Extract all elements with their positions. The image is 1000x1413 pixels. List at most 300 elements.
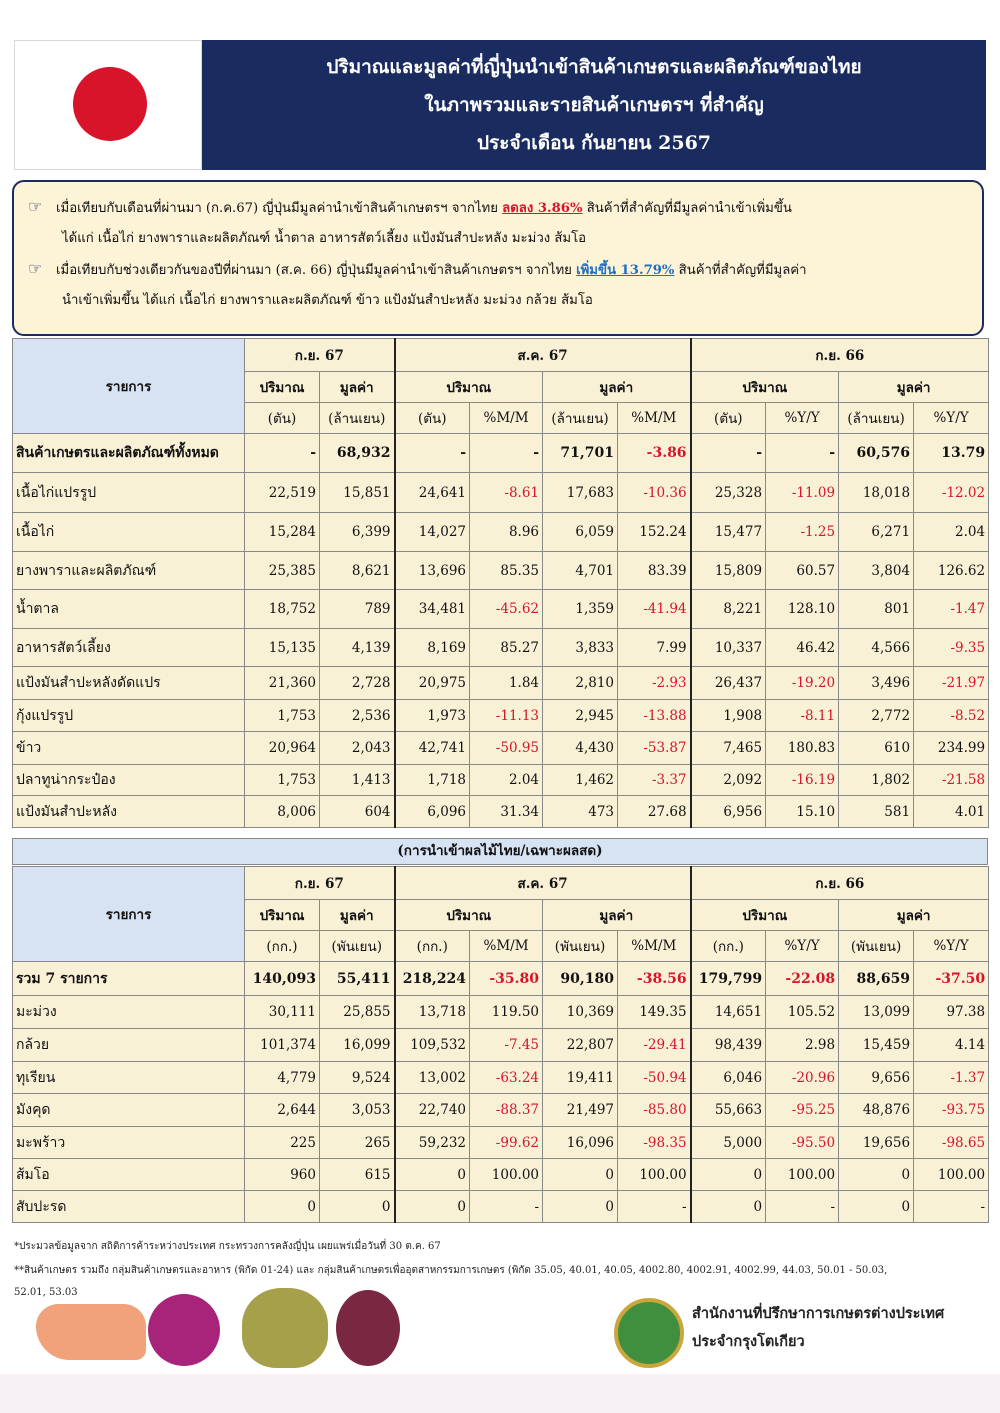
period-header: ส.ค. 67 [395, 339, 691, 372]
table-cell: 0 [691, 1159, 766, 1191]
table-cell: 97.38 [914, 996, 989, 1029]
table-cell: 8,621 [320, 552, 395, 590]
table-cell: -85.80 [618, 1094, 691, 1127]
table-cell: -2.93 [618, 667, 691, 700]
table-cell: 90,180 [543, 962, 618, 996]
unit-header: (กก.) [245, 931, 320, 962]
fruit-table [12, 866, 989, 1223]
table-cell: -45.62 [470, 590, 543, 629]
table-cell: - [618, 1191, 691, 1223]
unit-header: %Y/Y [914, 931, 989, 962]
table-cell: 2,644 [245, 1094, 320, 1127]
qty-header: ปริมาณ [245, 900, 320, 931]
pointing-hand-icon: ☞ [28, 197, 43, 216]
table-row [13, 1127, 989, 1159]
table-cell: 15,135 [245, 629, 320, 667]
unit-header: %Y/Y [914, 403, 989, 434]
table-cell: 71,701 [543, 434, 618, 473]
table-cell: 15,851 [320, 473, 395, 513]
office-line-1: สำนักงานที่ปรึกษาการเกษตรต่างประเทศ [692, 1305, 945, 1322]
item-name: ทุเรียน [13, 1062, 245, 1094]
table-cell: 42,741 [395, 732, 470, 765]
product-photos [36, 1286, 396, 1368]
table-cell: 60,576 [839, 434, 914, 473]
item-name: มะพร้าว [13, 1127, 245, 1159]
table-cell: 6,956 [691, 796, 766, 828]
table-cell: -50.95 [470, 732, 543, 765]
table-cell: 55,411 [320, 962, 395, 996]
item-name: ยางพาราและผลิตภัณฑ์ [13, 552, 245, 590]
table-cell: 13,002 [395, 1062, 470, 1094]
table-cell: - [914, 1191, 989, 1223]
table-cell: 4,566 [839, 629, 914, 667]
table-cell: - [766, 1191, 839, 1223]
table-cell: 8,006 [245, 796, 320, 828]
table-cell: -37.50 [914, 962, 989, 996]
table-cell: 1,753 [245, 765, 320, 796]
table-cell: 3,496 [839, 667, 914, 700]
table-cell: - [470, 1191, 543, 1223]
unit-header: (ล้านเยน) [839, 403, 914, 434]
decrease-highlight: ลดลง 3.86% [502, 201, 583, 216]
increase-highlight: เพิ่มขึ้น 13.79% [576, 263, 675, 278]
table-cell: 21,497 [543, 1094, 618, 1127]
item-name: กล้วย [13, 1029, 245, 1062]
table-cell: 10,369 [543, 996, 618, 1029]
table-cell: 6,399 [320, 513, 395, 552]
value-header: มูลค่า [320, 372, 395, 403]
table-cell: -22.08 [766, 962, 839, 996]
unit-header: %M/M [618, 931, 691, 962]
footnote-definition-cont: 52.01, 53.03 [14, 1287, 78, 1298]
table-cell: 0 [839, 1191, 914, 1223]
unit-header: (ล้านเยน) [543, 403, 618, 434]
table-cell: 22,519 [245, 473, 320, 513]
unit-header: (กก.) [395, 931, 470, 962]
table-cell: 14,651 [691, 996, 766, 1029]
table-cell: 1,413 [320, 765, 395, 796]
table-cell: 4,430 [543, 732, 618, 765]
unit-header: (ล้านเยน) [320, 403, 395, 434]
table-cell: -98.65 [914, 1127, 989, 1159]
table-cell: 615 [320, 1159, 395, 1191]
value-header: มูลค่า [839, 372, 989, 403]
unit-header: (พันเยน) [320, 931, 395, 962]
table-cell: 100.00 [618, 1159, 691, 1191]
table-cell: -41.94 [618, 590, 691, 629]
table-cell: 3,833 [543, 629, 618, 667]
table-cell: 2.98 [766, 1029, 839, 1062]
table-cell: 0 [543, 1191, 618, 1223]
table-cell: -8.11 [766, 700, 839, 732]
table-cell: 0 [395, 1159, 470, 1191]
qty-header: ปริมาณ [691, 372, 839, 403]
qty-header: ปริมาณ [395, 372, 543, 403]
table-cell: 234.99 [914, 732, 989, 765]
table-cell: 88,659 [839, 962, 914, 996]
table-cell: 100.00 [470, 1159, 543, 1191]
table-cell: -38.56 [618, 962, 691, 996]
table-cell: 152.24 [618, 513, 691, 552]
table-cell: 85.27 [470, 629, 543, 667]
table-cell: -21.97 [914, 667, 989, 700]
table-row [13, 667, 989, 700]
table-cell: -1.37 [914, 1062, 989, 1094]
item-name: แป้งมันสำปะหลังดัดแปร [13, 667, 245, 700]
table-cell: 68,932 [320, 434, 395, 473]
table-row [13, 1029, 989, 1062]
table-cell: 473 [543, 796, 618, 828]
table-cell: 48,876 [839, 1094, 914, 1127]
item-header: รายการ [13, 867, 245, 962]
table-cell: 46.42 [766, 629, 839, 667]
table-cell: 6,046 [691, 1062, 766, 1094]
table-cell: -1.25 [766, 513, 839, 552]
table-cell: 10,337 [691, 629, 766, 667]
period-header: ส.ค. 67 [395, 867, 691, 900]
table-cell: -16.19 [766, 765, 839, 796]
table-cell: 1,462 [543, 765, 618, 796]
table-cell: 17,683 [543, 473, 618, 513]
table-cell: 25,855 [320, 996, 395, 1029]
period-header: ก.ย. 66 [691, 867, 989, 900]
table-row [13, 513, 989, 552]
table-cell: -95.50 [766, 1127, 839, 1159]
table-row [13, 996, 989, 1029]
title-box [202, 40, 986, 170]
table-cell: 126.62 [914, 552, 989, 590]
table-cell: 604 [320, 796, 395, 828]
table-cell: 6,096 [395, 796, 470, 828]
japan-flag [14, 40, 202, 170]
table-cell: 6,271 [839, 513, 914, 552]
table-cell: 1,802 [839, 765, 914, 796]
table-cell: 30,111 [245, 996, 320, 1029]
summary-box [12, 180, 984, 336]
title-line-3: ประจำเดือน กันยายน 2567 [476, 132, 712, 154]
table-cell: 15,809 [691, 552, 766, 590]
table-cell: 4.14 [914, 1029, 989, 1062]
table-cell: 7.99 [618, 629, 691, 667]
table-cell: 0 [691, 1191, 766, 1223]
table-cell: 149.35 [618, 996, 691, 1029]
table-cell: 2,536 [320, 700, 395, 732]
title-line-1: ปริมาณและมูลค่าที่ญี่ปุ่นนำเข้าสินค้าเกษตรและผลิตภัณฑ์ของไทย [326, 56, 862, 78]
qty-header: ปริมาณ [691, 900, 839, 931]
table-cell: 0 [245, 1191, 320, 1223]
table-cell: 21,360 [245, 667, 320, 700]
table-cell: 0 [543, 1159, 618, 1191]
table-cell: 9,656 [839, 1062, 914, 1094]
period-header: ก.ย. 66 [691, 339, 989, 372]
table-cell: -3.86 [618, 434, 691, 473]
table-cell: 8,169 [395, 629, 470, 667]
table-cell: -8.52 [914, 700, 989, 732]
table-cell: 25,385 [245, 552, 320, 590]
footnote-source: *ประมวลข้อมูลจาก สถิติการค้าระหว่างประเทศ กระทรวงการคลังญี่ปุ่น เผยแพร่เมื่อวันที่ 30 ต.ค. 67 [14, 1241, 441, 1252]
table-cell: -12.02 [914, 473, 989, 513]
item-header: รายการ [13, 339, 245, 434]
table-cell: -11.13 [470, 700, 543, 732]
unit-header: (พันเยน) [543, 931, 618, 962]
item-name: น้ำตาล [13, 590, 245, 629]
pointing-hand-icon: ☞ [28, 259, 43, 278]
table-cell: -93.75 [914, 1094, 989, 1127]
table-row [13, 1062, 989, 1094]
table-cell: 55,663 [691, 1094, 766, 1127]
table-cell: 83.39 [618, 552, 691, 590]
table-cell: 140,093 [245, 962, 320, 996]
unit-header: (กก.) [691, 931, 766, 962]
shrimp-image [36, 1304, 146, 1360]
table-cell: 0 [395, 1191, 470, 1223]
table-cell: 3,804 [839, 552, 914, 590]
item-name: ปลาทูน่ากระป๋อง [13, 765, 245, 796]
table-cell: 1.84 [470, 667, 543, 700]
item-name: แป้งมันสำปะหลัง [13, 796, 245, 828]
qty-header: ปริมาณ [245, 372, 320, 403]
table-cell: 109,532 [395, 1029, 470, 1062]
table-row [13, 473, 989, 513]
table-cell: 98,439 [691, 1029, 766, 1062]
table-cell: 16,096 [543, 1127, 618, 1159]
table-cell: 20,975 [395, 667, 470, 700]
table-cell: 19,656 [839, 1127, 914, 1159]
table-cell: 13,718 [395, 996, 470, 1029]
table-cell: 218,224 [395, 962, 470, 996]
table-cell: -21.58 [914, 765, 989, 796]
table-cell: -98.35 [618, 1127, 691, 1159]
value-header: มูลค่า [543, 372, 691, 403]
table-cell: -11.09 [766, 473, 839, 513]
title-line-2: ในภาพรวมและรายสินค้าเกษตรฯ ที่สำคัญ [424, 94, 764, 116]
table-row [13, 796, 989, 828]
table-cell: -35.80 [470, 962, 543, 996]
table-cell: 2,728 [320, 667, 395, 700]
table-cell: 31.34 [470, 796, 543, 828]
table-row [13, 629, 989, 667]
table-cell: 15.10 [766, 796, 839, 828]
summary-line-3 [28, 254, 972, 286]
table-cell: 6,059 [543, 513, 618, 552]
table-cell: 119.50 [470, 996, 543, 1029]
table-cell: 2,092 [691, 765, 766, 796]
table-cell: 581 [839, 796, 914, 828]
table-cell: - [395, 434, 470, 473]
item-name: สินค้าเกษตรและผลิตภัณฑ์ทั้งหมด [13, 434, 245, 473]
table-cell: 128.10 [766, 590, 839, 629]
table-cell: 5,000 [691, 1127, 766, 1159]
table-cell: 100.00 [766, 1159, 839, 1191]
qty-header: ปริมาณ [395, 900, 543, 931]
table-cell: 8,221 [691, 590, 766, 629]
agri-products-table [12, 338, 989, 828]
summary-text: เมื่อเทียบกับเดือนที่ผ่านมา (ก.ค.67) ญี่ปุ่นมีมูลค่านำเข้าสินค้าเกษตรฯ จากไทย [56, 201, 503, 216]
table-cell: 2.04 [914, 513, 989, 552]
table-cell: 60.57 [766, 552, 839, 590]
table-cell: 1,753 [245, 700, 320, 732]
footnote-definition: **สินค้าเกษตร รวมถึง กลุ่มสินค้าเกษตรและอาหาร (พิกัด 01-24) และ กลุ่มสินค้าเกษตรเพื่ออุตสาหกรรมการเกษตร (พิกัด 35.05, 40.01, 40.05, 4002.80, 4002.91, 4002.99, 44.03, 50.01 - 50.03, [14, 1265, 888, 1276]
table-cell: -13.88 [618, 700, 691, 732]
table-cell: 16,099 [320, 1029, 395, 1062]
table-cell: 1,359 [543, 590, 618, 629]
table-row [13, 765, 989, 796]
table-cell: 15,477 [691, 513, 766, 552]
table-cell: 0 [320, 1191, 395, 1223]
table-cell: -95.25 [766, 1094, 839, 1127]
table-cell: - [245, 434, 320, 473]
header [14, 40, 986, 170]
table-cell: 101,374 [245, 1029, 320, 1062]
value-header: มูลค่า [320, 900, 395, 931]
unit-header: (ตัน) [395, 403, 470, 434]
table-cell: - [691, 434, 766, 473]
item-name: อาหารสัตว์เลี้ยง [13, 629, 245, 667]
table-cell: 2,772 [839, 700, 914, 732]
table-cell: 2,043 [320, 732, 395, 765]
item-name: มะม่วง [13, 996, 245, 1029]
table-cell: 4,139 [320, 629, 395, 667]
item-name: รวม 7 รายการ [13, 962, 245, 996]
table-cell: -53.87 [618, 732, 691, 765]
table-cell: 18,752 [245, 590, 320, 629]
table-cell: 20,964 [245, 732, 320, 765]
table-cell: -7.45 [470, 1029, 543, 1062]
table-row [13, 1159, 989, 1191]
table-cell: 8.96 [470, 513, 543, 552]
table-row [13, 434, 989, 473]
value-header: มูลค่า [839, 900, 989, 931]
table-cell: 2.04 [470, 765, 543, 796]
table-cell: 13,696 [395, 552, 470, 590]
table-cell: 4,779 [245, 1062, 320, 1094]
table-cell: 1,718 [395, 765, 470, 796]
office-line-2: ประจำกรุงโตเกียว [692, 1333, 805, 1350]
table-cell: 960 [245, 1159, 320, 1191]
period-header: ก.ย. 67 [245, 867, 395, 900]
summary-text: สินค้าที่สำคัญที่มีมูลค่านำเข้าเพิ่มขึ้น [582, 201, 792, 216]
item-name: สับปะรด [13, 1191, 245, 1223]
summary-text: สินค้าที่สำคัญที่มีมูลค่า [674, 263, 807, 278]
table-row [13, 590, 989, 629]
table-row [13, 552, 989, 590]
table-cell: 27.68 [618, 796, 691, 828]
table-cell: -88.37 [470, 1094, 543, 1127]
table-cell: -20.96 [766, 1062, 839, 1094]
table-cell: 3,053 [320, 1094, 395, 1127]
item-name: ส้มโอ [13, 1159, 245, 1191]
table-cell: 1,908 [691, 700, 766, 732]
table-cell: 34,481 [395, 590, 470, 629]
table-cell: 9,524 [320, 1062, 395, 1094]
table-cell: 0 [839, 1159, 914, 1191]
table-cell: 19,411 [543, 1062, 618, 1094]
table-cell: 4.01 [914, 796, 989, 828]
summary-line-4: นำเข้าเพิ่มขึ้น ได้แก่ เนื้อไก่ ยางพาราและผลิตภัณฑ์ ข้าว แป้งมันสำปะหลัง มะม่วง กล้วย ส้มโอ [62, 293, 593, 308]
table-cell: 265 [320, 1127, 395, 1159]
table-cell: 7,465 [691, 732, 766, 765]
table-cell: -10.36 [618, 473, 691, 513]
item-name: เนื้อไก่แปรรูป [13, 473, 245, 513]
summary-line-2: ได้แก่ เนื้อไก่ ยางพาราและผลิตภัณฑ์ น้ำตาล อาหารสัตว์เลี้ยง แป้งมันสำปะหลัง มะม่วง ส้มโอ [62, 231, 587, 246]
table-cell: 25,328 [691, 473, 766, 513]
period-header: ก.ย. 67 [245, 339, 395, 372]
item-name: ข้าว [13, 732, 245, 765]
table-cell: -50.94 [618, 1062, 691, 1094]
orchid-image [148, 1294, 220, 1366]
table-cell: 22,807 [543, 1029, 618, 1062]
unit-header: (พันเยน) [839, 931, 914, 962]
summary-text: เมื่อเทียบกับช่วงเดียวกันของปีที่ผ่านมา (ส.ค. 66) ญี่ปุ่นมีมูลค่านำเข้าสินค้าเกษตรฯ จากไทย [56, 263, 577, 278]
table-cell: -8.61 [470, 473, 543, 513]
bottom-band [0, 1374, 1000, 1413]
table-cell: -1.47 [914, 590, 989, 629]
durian-image [242, 1288, 328, 1368]
unit-header: (ตัน) [245, 403, 320, 434]
table-cell: 4,701 [543, 552, 618, 590]
table-cell: -19.20 [766, 667, 839, 700]
flag-sun-icon [73, 67, 147, 141]
table-cell: 24,641 [395, 473, 470, 513]
table-cell: 2,810 [543, 667, 618, 700]
unit-header: %M/M [470, 403, 543, 434]
table-row [13, 962, 989, 996]
table-cell: -3.37 [618, 765, 691, 796]
table-cell: 801 [839, 590, 914, 629]
summary-line-1 [28, 192, 972, 224]
office-name [692, 1300, 944, 1356]
table-cell: 2,945 [543, 700, 618, 732]
table-cell: - [470, 434, 543, 473]
table-cell: -29.41 [618, 1029, 691, 1062]
ministry-seal-logo [614, 1298, 684, 1368]
table-row [13, 1191, 989, 1223]
item-name: กุ้งแปรรูป [13, 700, 245, 732]
table-cell: 100.00 [914, 1159, 989, 1191]
table-cell: 22,740 [395, 1094, 470, 1127]
table-row [13, 700, 989, 732]
table-cell: -9.35 [914, 629, 989, 667]
table-cell: 789 [320, 590, 395, 629]
table-cell: 85.35 [470, 552, 543, 590]
unit-header: (ตัน) [691, 403, 766, 434]
fruit-section-caption: (การนำเข้าผลไม้ไทย/เฉพาะผลสด) [12, 838, 988, 865]
table-cell: -63.24 [470, 1062, 543, 1094]
table-cell: 180.83 [766, 732, 839, 765]
unit-header: %M/M [618, 403, 691, 434]
table-cell: 13.79 [914, 434, 989, 473]
unit-header: %M/M [470, 931, 543, 962]
table-cell: 15,284 [245, 513, 320, 552]
item-name: เนื้อไก่ [13, 513, 245, 552]
unit-header: %Y/Y [766, 403, 839, 434]
item-name: มังคุด [13, 1094, 245, 1127]
table-cell: 59,232 [395, 1127, 470, 1159]
table-row [13, 1094, 989, 1127]
table-cell: 13,099 [839, 996, 914, 1029]
table-cell: 105.52 [766, 996, 839, 1029]
table-cell: - [766, 434, 839, 473]
table-cell: 179,799 [691, 962, 766, 996]
mangosteen-image [336, 1290, 400, 1366]
table-cell: 225 [245, 1127, 320, 1159]
table-cell: 18,018 [839, 473, 914, 513]
value-header: มูลค่า [543, 900, 691, 931]
table-cell: 1,973 [395, 700, 470, 732]
table-cell: 26,437 [691, 667, 766, 700]
table-row [13, 732, 989, 765]
table-cell: 14,027 [395, 513, 470, 552]
